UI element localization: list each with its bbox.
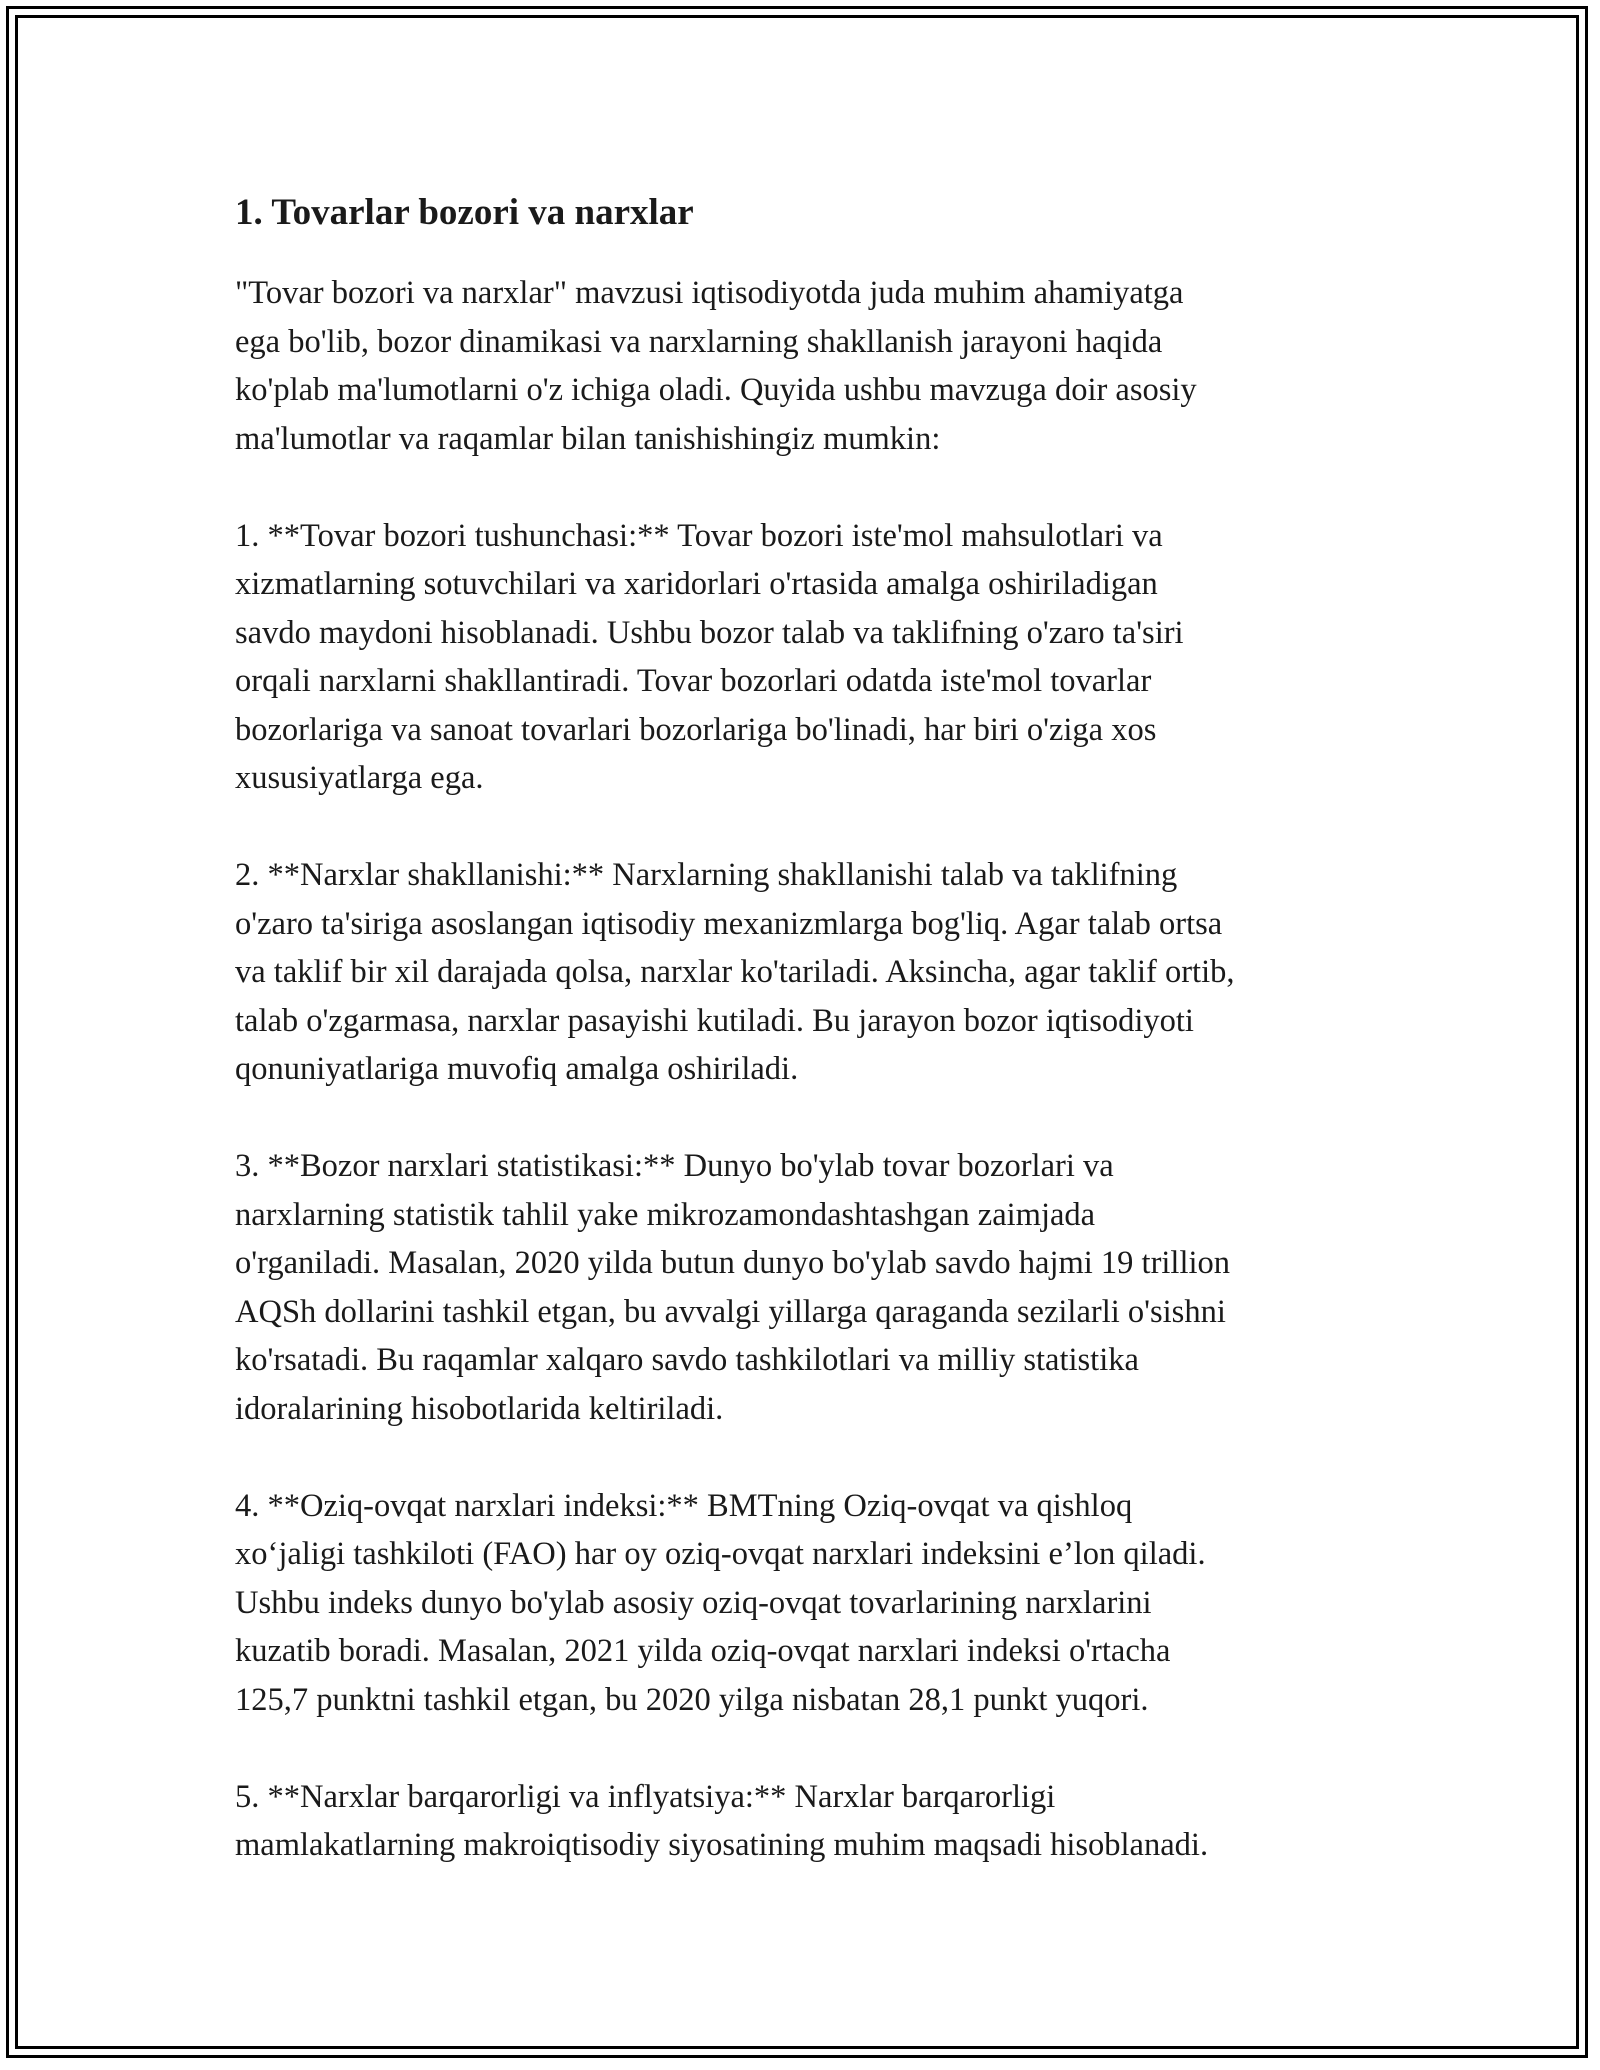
paragraph-intro: "Tovar bozori va narxlar" mavzusi iqtisodiyotda juda muhim ahamiyatga ega bo'lib, bozor dinamikasi va narxlarning shakllanish jarayoni haqida ko'plab ma'lumotlarni o'z ichiga oladi. Quyida ushbu mavzuga doir asosiy ma'lumotlar va raqamlar bilan tanishishingiz mumkin: xyxy=(235,275,1197,457)
paragraph-item-2: 2. **Narxlar shakllanishi:** Narxlarning shakllanishi talab va taklifning o'zaro ta'siriga asoslangan iqtisodiy mexanizmlarga bog'liq. Agar talab ortsa va taklif bir xil darajada qolsa, narxlar ko'tariladi. Aksincha, agar taklif ortib, talab o'zgarmasa, narxlar pasayishi kutiladi. Bu jarayon bozor iqtisodiyoti qonuniyatlariga muvofiq amalga oshiriladi. xyxy=(235,857,1235,1087)
document-title: 1. Tovarlar bozori va narxlar xyxy=(235,192,694,233)
paragraph-item-5: 5. **Narxlar barqarorligi va inflyatsiya:** Narxlar barqarorligi mamlakatlarning makroiqtisodiy siyosatining muhim maqsadi hisoblanadi. xyxy=(235,1778,1209,1863)
paragraph-item-1: 1. **Tovar bozori tushunchasi:** Tovar bozori iste'mol mahsulotlari va xizmatlarning sotuvchilari va xaridorlari o'rtasida amalga oshiriladigan savdo maydoni hisoblanadi. Ushbu bozor talab va taklifning o'zaro ta'siri orqali narxlarni shakllantiradi. Tovar bozorlari odatda iste'mol tovarlar bozorlariga va sanoat tovarlari bozorlariga bo'linadi, har biri o'ziga xos xususiyatlarga ega. xyxy=(235,517,1184,796)
paragraph-item-3: 3. **Bozor narxlari statistikasi:** Dunyo bo'ylab tovar bozorlari va narxlarning statistik tahlil yake mikrozamondashtashgan zaimjada o'rganiladi. Masalan, 2020 yilda butun dunyo bo'ylab savdo hajmi 19 trillion AQSh dollarini tashkil etgan, bu avvalgi yillarga qaraganda sezilarli o'sishni ko'rsatadi. Bu raqamlar xalqaro savdo tashkilotlari va milliy statistika idoralarining hisobotlarida keltiriladi. xyxy=(235,1148,1231,1427)
document-body xyxy=(235,185,1385,1918)
paragraph-item-4: 4. **Oziq-ovqat narxlari indeksi:** BMTning Oziq-ovqat va qishloq xo‘jaligi tashkiloti (FAO) har oy oziq-ovqat narxlari indeksini e’lon qiladi. Ushbu indeks dunyo bo'ylab asosiy oziq-ovqat tovarlarining narxlarini kuzatib boradi. Masalan, 2021 yilda oziq-ovqat narxlari indeksi o'rtacha 125,7 punktni tashkil etgan, bu 2020 yilga nisbatan 28,1 punkt yuqori. xyxy=(235,1487,1206,1718)
